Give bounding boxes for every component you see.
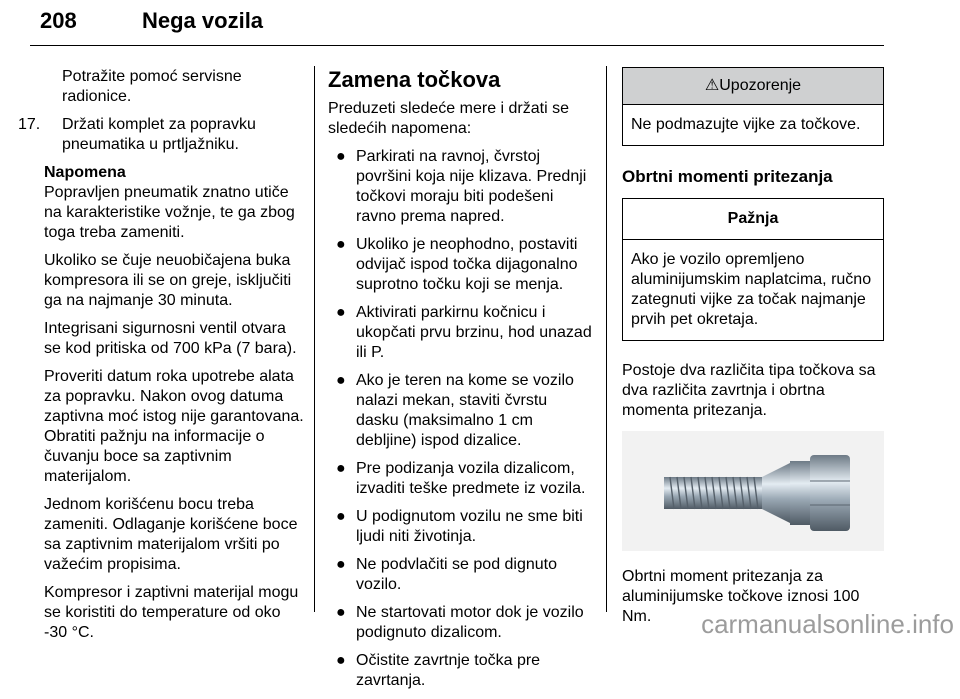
numbered-step-17 (18, 115, 306, 155)
caution-box (622, 198, 884, 341)
warning-title: Upozorenje (719, 77, 802, 94)
column-divider-2 (606, 66, 607, 612)
section-heading: Zamena točkova (328, 67, 501, 92)
paragraph: Postoje dva različita tipa točkova sa dva različita zavrtnja i obrtna momenta pritezanja. (622, 362, 876, 419)
bullet-list (328, 147, 593, 691)
step-text: Držati komplet za popravku pneumatika u prtljažniku. (62, 116, 256, 153)
bullet-icon: ● (336, 652, 346, 669)
column-right (622, 67, 884, 635)
paragraph: Proveriti datum roka upotrebe alata za popravku. Nakon ovog datuma zaptivna moć istog nije garantovana. Obratiti pažnju na informacije o čuvanju boce sa zaptivnim materijalom. (44, 368, 304, 485)
page-title: Nega vozila (142, 8, 264, 33)
page-number: 208 (40, 8, 77, 33)
watermark: carmanualsonline.info (701, 609, 954, 639)
paragraph: Ukoliko se čuje neuobičajena buka kompresora ili se on greje, isključiti ga na najmanje 30 minuta. (44, 252, 292, 309)
wheel-bolt-illustration (622, 431, 884, 551)
warning-box (622, 67, 884, 146)
column-left (18, 67, 306, 651)
warning-text: Ne podmazujte vijke za točkove. (631, 116, 861, 133)
paragraph: Integrisani sigurnosni ventil otvara se kod pritiska od 700 kPa (7 bara). (44, 320, 297, 357)
column-divider-1 (314, 66, 315, 612)
list-item: ● Pre podizanja vozila dizalicom, izvaditi teške predmete iz vozila. (336, 460, 586, 497)
list-item: ● Ukoliko je neophodno, postaviti odvijač ispod točka dijagonalno suprotno točku koji se menja. (336, 236, 578, 293)
list-item: ● Očistite zavrtnje točka pre zavrtanja. (336, 652, 541, 689)
continuation-text: Potražite pomoć servisne radionice. (62, 68, 242, 105)
bullet-icon: ● (336, 604, 346, 621)
column-middle (328, 67, 593, 699)
paragraph: Jednom korišćenu bocu treba zameniti. Odlaganje korišćene boce sa zaptivnim materijalom vršiti po važećim propisima. (44, 496, 298, 573)
bullet-icon: ● (336, 508, 346, 525)
warning-icon: ⚠ (704, 77, 720, 94)
list-item: ● Parkirati na ravnoj, čvrstoj površini koja nije klizava. Prednji točkovi moraju biti podešeni ravno prema napred. (336, 148, 587, 225)
bullet-icon: ● (336, 372, 346, 389)
list-item: ● Ako je teren na kome se vozilo nalazi mekan, staviti čvrstu dasku (maksimalno 1 cm debljine) ispod dizalice. (336, 372, 574, 449)
bullet-icon: ● (336, 236, 346, 253)
bullet-icon: ● (336, 148, 346, 165)
header-divider (30, 45, 884, 46)
bullet-icon: ● (336, 460, 346, 477)
list-item: ● Ne podvlačiti se pod dignuto vozilo. (336, 556, 558, 593)
page-header (30, 6, 884, 46)
list-item: ● Ne startovati motor dok je vozilo podignuto dizalicom. (336, 604, 584, 641)
intro-text: Preduzeti sledeće mere i držati se sledećih napomena: (328, 100, 569, 137)
step-number: 17. (18, 116, 41, 133)
bullet-icon: ● (336, 304, 346, 321)
caution-text: Ako je vozilo opremljeno aluminijumskim naplatcima, ručno zategnuti vijke za točak najmanje prvih pet okretaja. (631, 251, 872, 328)
section-heading: Obrtni momenti pritezanja (622, 167, 833, 186)
caution-title: Pažnja (623, 199, 883, 240)
note-text: Popravljen pneumatik znatno utiče na karakteristike vožnje, te ga zbog toga treba zameniti. (44, 184, 295, 241)
wheel-bolt-icon (622, 431, 884, 551)
bullet-icon: ● (336, 556, 346, 573)
note-heading: Napomena (44, 164, 126, 181)
paragraph: Kompresor i zaptivni materijal mogu se koristiti do temperature od oko -30 °C. (44, 584, 299, 641)
paragraph: Obrtni moment pritezanja za aluminijumske točkove iznosi 100 Nm. (622, 568, 860, 625)
list-item: ● Aktivirati parkirnu kočnicu i ukopčati prvu brzinu, hod unazad ili P. (336, 304, 592, 361)
warning-header (623, 68, 883, 105)
list-item: ● U podignutom vozilu ne sme biti ljudi niti životinja. (336, 508, 583, 545)
